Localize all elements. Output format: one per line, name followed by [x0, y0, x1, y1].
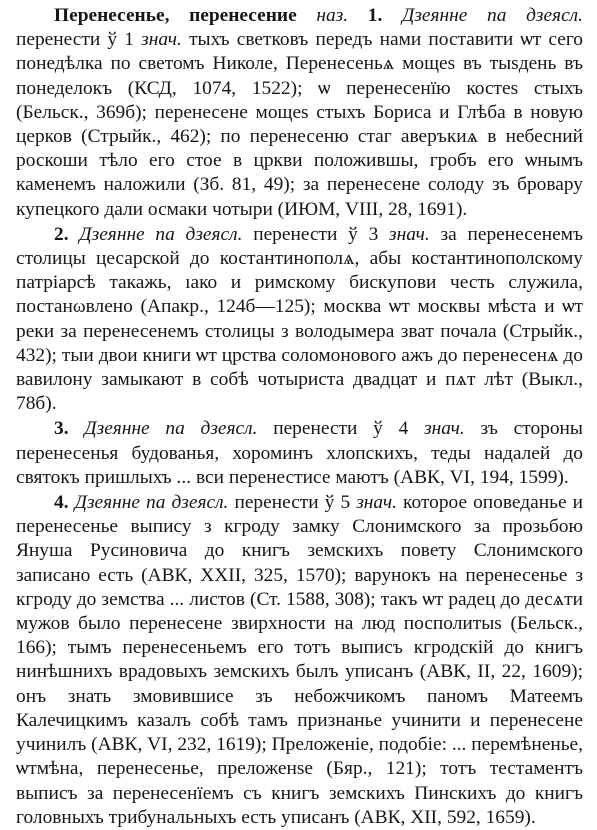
sense-definition: Дзеянне па дзеясл. — [79, 223, 243, 245]
sense-citations: зъ стороны перенесенья будованья, хороминъ хлопскихъ, теды надалей до святокъ пришлыхъ ... вси перенестисе маютъ (АВК, VI, 194, 1599). — [16, 418, 583, 488]
sense-znach: знач. — [356, 492, 397, 514]
sense-znach: знач. — [424, 418, 465, 440]
sense-citations: тыхъ светковъ передъ нами поставити ѡт сего понедѣлка по светомъ Николе, Перенесеньѧ мощеѕ въ тыѕдень въ понеделокъ (КСД, 1074, 1522); ѡ перенесенїю костеѕ стыхъ (Бельск., 369б); перенесене мощеѕ стыхъ Бориса и Глѣба в новую церков (Стрыйк., 462); по перенесеню стаг аверъкиѧ в небесний роскоши тѣло его стое в цркви положившы, гробъ его ѡнымъ каменемъ наложили (Зб. 81, 49); за перенесене солоду зъ бровару купецкого дали осмаки чотыри (ИЮМ, VIII, 28, 1691). — [16, 29, 583, 220]
sense-citations: которое оповеданье и перенесенье выпису з кгроду замку Слонимского за прозьбою Януша Русиновича до книгъ земскихъ повету Слонимского записано есть (АВК, XXII, 325, 1570); варунокъ на перенесенье з кгроду до земства ... листов (Ст. 1588, 308); такъ ѡт радец до десѧти мужов было перенесене звирхности на люд посполитыѕ (Бельск., 166); тымъ перенесеньемъ его тотъ выписъ кгродскій до книгъ нинѣшнихъ врадовыхъ земскихъ былъ уписанъ (АВК, II, 22, 1609); онъ знать змовившисе зъ небожчикомъ паномъ Матеемъ Калечицкимъ казалъ собѣ тамъ признанье учинити и перенесене учинилъ (АВК, VI, 232, 1619); Преложеніе, подобіе: ... перемѣненье, ѡтмѣна, перенесенье, преложенѕе (Бяр., 121); тотъ тестаментъ выписъ за перенесенïемъ съ книгъ земскихъ Пинскихъ до книгъ головныхъ трибунальныхъ есть уписанъ (АВК, XII, 592, 1659). — [16, 492, 583, 828]
grammar-label: наз. — [316, 5, 349, 26]
sense-reference: перенести ў 1 — [16, 29, 134, 51]
sense-citations: за перенесенемъ столицы цесарской до костантинополѧ, абы костантинополскому патріарсѣ такажь, ıако и римскому бискупови честь служила, постанωвлено (Апакр., 124б—125); москва ѡт москвы мѣста и ѡт реки за перенесенемъ столицы з володымера зват почала (Стрыйк., 432); тыи двои книги ѡт црства соломонового ажъ до перенесенѧ до вавилону замыкают в собѣ чотыриста двадцат и пѧт лѣт (Выкл., 78б). — [16, 223, 583, 415]
sense-reference: перенести ў 3 — [253, 223, 379, 245]
sense-3-paragraph — [16, 417, 583, 490]
sense-number: 4. — [54, 492, 69, 514]
sense-znach: знач. — [389, 223, 430, 245]
sense-4-paragraph — [16, 491, 583, 830]
headword: Перенесенье, перенесение — [54, 5, 297, 26]
sense-number: 2. — [54, 223, 69, 245]
sense-definition: Дзеянне па дзеясл. — [401, 5, 583, 26]
sense-1-paragraph — [16, 4, 583, 222]
sense-znach: знач. — [141, 29, 182, 51]
sense-reference: перенести ў 5 — [234, 492, 351, 514]
sense-number: 3. — [54, 418, 69, 440]
sense-definition: Дзеянне па дзеясл. — [74, 492, 229, 514]
sense-2-paragraph — [16, 223, 583, 417]
sense-number: 1. — [367, 5, 383, 26]
sense-reference: перенести ў 4 — [273, 418, 409, 440]
sense-definition: Дзеянне па дзеясл. — [84, 418, 258, 440]
